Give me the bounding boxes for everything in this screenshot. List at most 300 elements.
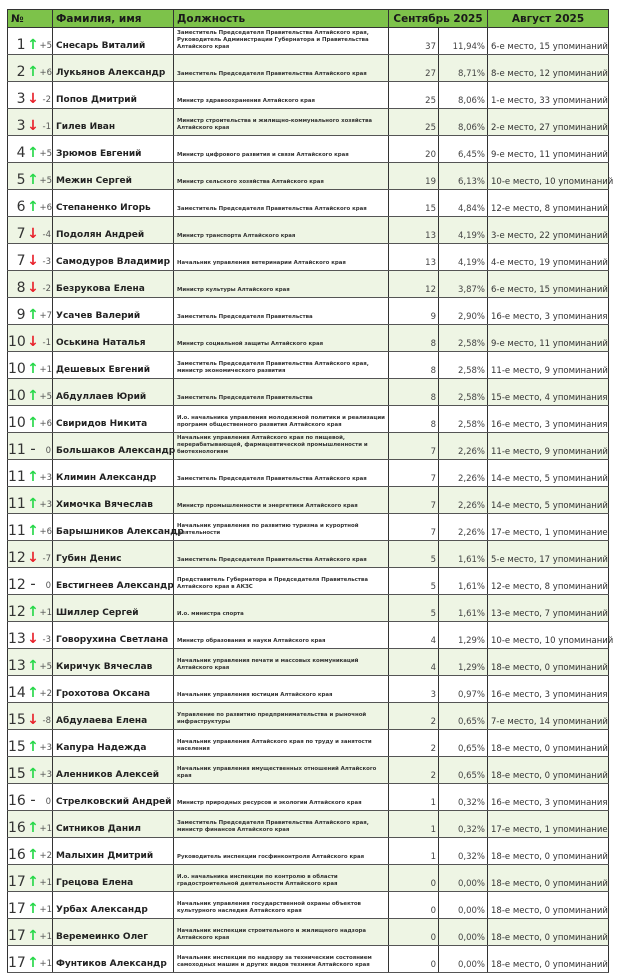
change-cell: +5: [40, 379, 53, 406]
table-row: [8, 703, 609, 730]
rank-cell: 9: [8, 298, 27, 325]
mentions-percent-cell: 0,00%: [439, 892, 488, 919]
mentions-count-cell: 37: [389, 28, 439, 55]
mentions-count-cell: 8: [389, 352, 439, 379]
table-row: [8, 352, 609, 379]
name-cell: Грецова Елена: [53, 865, 174, 892]
name-cell: Химочка Вячеслав: [53, 487, 174, 514]
arrow-down-icon: ↓: [27, 550, 39, 566]
august-cell: 6-е место, 15 упоминаний: [488, 271, 609, 298]
august-cell: 6-е место, 15 упоминаний: [488, 28, 609, 55]
table-row: [8, 946, 609, 973]
change-cell: +1: [40, 892, 53, 919]
august-cell: 18-е место, 0 упоминаний: [488, 892, 609, 919]
trend-cell: [27, 82, 40, 109]
mentions-percent-cell: 0,00%: [439, 919, 488, 946]
mentions-percent-cell: 8,71%: [439, 55, 488, 82]
table-row: [8, 622, 609, 649]
trend-cell: [27, 55, 40, 82]
mentions-percent-cell: 2,90%: [439, 298, 488, 325]
mentions-percent-cell: 2,26%: [439, 460, 488, 487]
change-cell: +6: [40, 406, 53, 433]
mentions-percent-cell: 2,58%: [439, 379, 488, 406]
august-cell: 11-е место, 9 упоминаний: [488, 352, 609, 379]
change-cell: +1: [40, 865, 53, 892]
rank-cell: 15: [8, 703, 27, 730]
change-cell: +1: [40, 811, 53, 838]
trend-cell: [27, 487, 40, 514]
mentions-percent-cell: 0,65%: [439, 730, 488, 757]
mentions-count-cell: 3: [389, 676, 439, 703]
arrow-down-icon: ↓: [27, 253, 39, 269]
trend-cell: [27, 919, 40, 946]
position-cell: И.о. начальника управления молодежной политики и реализации программ общественного развития Алтайского края: [174, 406, 389, 433]
change-cell: -1: [40, 109, 53, 136]
name-cell: Грохотова Оксана: [53, 676, 174, 703]
position-cell: Управление по развитию предпринимательства и рыночной инфраструктуры: [174, 703, 389, 730]
change-cell: +7: [40, 298, 53, 325]
august-cell: 18-е место, 0 упоминаний: [488, 649, 609, 676]
mentions-count-cell: 8: [389, 379, 439, 406]
name-cell: Большаков Александр: [53, 433, 174, 460]
mentions-count-cell: 2: [389, 703, 439, 730]
table-row: [8, 298, 609, 325]
table-row: [8, 217, 609, 244]
name-cell: Абдуллаев Юрий: [53, 379, 174, 406]
change-cell: +1: [40, 946, 53, 973]
rank-cell: 11: [8, 487, 27, 514]
table-row: [8, 190, 609, 217]
position-cell: Начальник управления Алтайского края по пищевой, перерабатывающей, фармацевтической промышленности и биотехнологиям: [174, 433, 389, 460]
august-cell: 7-е место, 14 упоминаний: [488, 703, 609, 730]
august-cell: 18-е место, 0 упоминаний: [488, 865, 609, 892]
trend-cell: [27, 217, 40, 244]
mentions-count-cell: 7: [389, 487, 439, 514]
trend-cell: [27, 811, 40, 838]
name-cell: Оськина Наталья: [53, 325, 174, 352]
table-row: [8, 541, 609, 568]
position-cell: Начальник инспекции строительного и жилищного надзора Алтайского края: [174, 919, 389, 946]
rank-cell: 16: [8, 838, 27, 865]
name-cell: Усачев Валерий: [53, 298, 174, 325]
trend-cell: [27, 757, 40, 784]
table-body: [8, 28, 614, 973]
mentions-count-cell: 7: [389, 460, 439, 487]
table-row: [8, 28, 609, 55]
table-row: [8, 514, 609, 541]
name-cell: Малыхин Дмитрий: [53, 838, 174, 865]
mentions-count-cell: 13: [389, 244, 439, 271]
trend-cell: [27, 433, 40, 460]
mentions-percent-cell: 4,84%: [439, 190, 488, 217]
change-cell: +3: [40, 460, 53, 487]
mentions-percent-cell: 2,26%: [439, 514, 488, 541]
position-cell: Заместитель Председателя Правительства Алтайского края: [174, 55, 389, 82]
ranking-table-container: [7, 9, 614, 973]
august-cell: 10-е место, 10 упоминаний: [488, 163, 609, 190]
mentions-percent-cell: 0,65%: [439, 703, 488, 730]
rank-cell: 7: [8, 244, 27, 271]
august-cell: 8-е место, 12 упоминаний: [488, 55, 609, 82]
position-cell: Руководитель инспекции госфинконтроля Алтайского края: [174, 838, 389, 865]
table-row: [8, 649, 609, 676]
arrow-down-icon: ↓: [27, 91, 39, 107]
arrow-up-icon: ↑: [27, 172, 39, 188]
arrow-up-icon: ↑: [27, 766, 39, 782]
mentions-count-cell: 4: [389, 649, 439, 676]
table-row: [8, 838, 609, 865]
mentions-percent-cell: 1,61%: [439, 541, 488, 568]
arrow-up-icon: ↑: [27, 901, 39, 917]
name-cell: Гилев Иван: [53, 109, 174, 136]
table-row: [8, 676, 609, 703]
trend-cell: [27, 730, 40, 757]
table-row: [8, 568, 609, 595]
change-cell: -2: [40, 82, 53, 109]
change-cell: +3: [40, 730, 53, 757]
change-cell: +2: [40, 838, 53, 865]
rank-cell: 15: [8, 730, 27, 757]
august-cell: 18-е место, 0 упоминаний: [488, 730, 609, 757]
mentions-percent-cell: 6,13%: [439, 163, 488, 190]
arrow-down-icon: ↓: [27, 334, 39, 350]
trend-cell: [27, 649, 40, 676]
mentions-count-cell: 2: [389, 730, 439, 757]
change-cell: +5: [40, 163, 53, 190]
name-cell: Аленников Алексей: [53, 757, 174, 784]
header-name: Фамилия, имя: [53, 10, 174, 28]
change-cell: +3: [40, 487, 53, 514]
mentions-percent-cell: 4,19%: [439, 244, 488, 271]
dash-icon: –: [30, 579, 36, 590]
mentions-count-cell: 2: [389, 757, 439, 784]
table-row: [8, 811, 609, 838]
name-cell: Самодуров Владимир: [53, 244, 174, 271]
change-cell: -8: [40, 703, 53, 730]
table-row: [8, 271, 609, 298]
arrow-up-icon: ↑: [27, 604, 39, 620]
name-cell: Шиллер Сергей: [53, 595, 174, 622]
name-cell: Безрукова Елена: [53, 271, 174, 298]
dash-icon: –: [30, 444, 36, 455]
position-cell: Министр цифрового развития и связи Алтайского края: [174, 136, 389, 163]
august-cell: 9-е место, 11 упоминаний: [488, 325, 609, 352]
change-cell: -4: [40, 217, 53, 244]
table-row: [8, 136, 609, 163]
trend-cell: [27, 946, 40, 973]
table-row: [8, 784, 609, 811]
august-cell: 12-е место, 8 упоминаний: [488, 568, 609, 595]
arrow-up-icon: ↑: [27, 685, 39, 701]
arrow-down-icon: ↓: [27, 631, 39, 647]
rank-cell: 11: [8, 433, 27, 460]
arrow-up-icon: ↑: [27, 955, 39, 971]
dash-icon: –: [30, 795, 36, 806]
name-cell: Веремеинко Олег: [53, 919, 174, 946]
mentions-percent-cell: 0,65%: [439, 757, 488, 784]
trend-cell: [27, 379, 40, 406]
arrow-up-icon: ↑: [27, 307, 39, 323]
arrow-up-icon: ↑: [27, 739, 39, 755]
arrow-up-icon: ↑: [27, 820, 39, 836]
august-cell: 16-е место, 3 упоминания: [488, 784, 609, 811]
position-cell: Министр образования и науки Алтайского края: [174, 622, 389, 649]
august-cell: 9-е место, 11 упоминаний: [488, 136, 609, 163]
name-cell: Межин Сергей: [53, 163, 174, 190]
rank-cell: 11: [8, 514, 27, 541]
rank-cell: 17: [8, 919, 27, 946]
mentions-count-cell: 1: [389, 784, 439, 811]
trend-cell: [27, 595, 40, 622]
rank-cell: 8: [8, 271, 27, 298]
mentions-count-cell: 7: [389, 514, 439, 541]
position-cell: Начальник управления печати и массовых коммуникаций Алтайского края: [174, 649, 389, 676]
rank-cell: 6: [8, 190, 27, 217]
position-cell: Начальник инспекции по надзору за техническим состоянием самоходных машин и других видов техники Алтайского края: [174, 946, 389, 973]
august-cell: 18-е место, 0 упоминаний: [488, 757, 609, 784]
rank-cell: 12: [8, 568, 27, 595]
table-row: [8, 460, 609, 487]
mentions-percent-cell: 2,26%: [439, 487, 488, 514]
trend-cell: [27, 514, 40, 541]
change-cell: +5: [40, 28, 53, 55]
table-row: [8, 55, 609, 82]
august-cell: 16-е место, 3 упоминания: [488, 676, 609, 703]
august-cell: 1-е место, 33 упоминаний: [488, 82, 609, 109]
mentions-count-cell: 4: [389, 622, 439, 649]
rank-cell: 10: [8, 325, 27, 352]
mentions-count-cell: 5: [389, 595, 439, 622]
trend-cell: [27, 244, 40, 271]
table-row: [8, 109, 609, 136]
mentions-count-cell: 25: [389, 109, 439, 136]
change-cell: +1: [40, 919, 53, 946]
mentions-percent-cell: 2,58%: [439, 325, 488, 352]
arrow-down-icon: ↓: [27, 226, 39, 242]
august-cell: 11-е место, 9 упоминаний: [488, 433, 609, 460]
trend-cell: [27, 892, 40, 919]
august-cell: 3-е место, 22 упоминаний: [488, 217, 609, 244]
rank-cell: 16: [8, 784, 27, 811]
change-cell: +2: [40, 676, 53, 703]
rank-cell: 16: [8, 811, 27, 838]
august-cell: 16-е место, 3 упоминания: [488, 298, 609, 325]
position-cell: Начальник управления Алтайского края по труду и занятости населения: [174, 730, 389, 757]
position-cell: Начальник управления ветеринарии Алтайского края: [174, 244, 389, 271]
mentions-percent-cell: 11,94%: [439, 28, 488, 55]
position-cell: Заместитель Председателя Правительства Алтайского края, Руководитель Администрации Губернатора и Правительства Алтайского края: [174, 28, 389, 55]
rank-cell: 10: [8, 379, 27, 406]
mentions-percent-cell: 0,32%: [439, 811, 488, 838]
arrow-up-icon: ↑: [27, 523, 39, 539]
rank-cell: 12: [8, 595, 27, 622]
mentions-percent-cell: 1,29%: [439, 649, 488, 676]
name-cell: Ситников Данил: [53, 811, 174, 838]
mentions-count-cell: 20: [389, 136, 439, 163]
august-cell: 16-е место, 3 упоминания: [488, 406, 609, 433]
trend-cell: [27, 352, 40, 379]
rank-cell: 14: [8, 676, 27, 703]
trend-cell: [27, 406, 40, 433]
rank-cell: 3: [8, 82, 27, 109]
position-cell: Начальник управления юстиции Алтайского края: [174, 676, 389, 703]
mentions-percent-cell: 2,58%: [439, 352, 488, 379]
ranking-table: [7, 9, 614, 973]
table-row: [8, 487, 609, 514]
name-cell: Урбах Александр: [53, 892, 174, 919]
trend-cell: [27, 541, 40, 568]
rank-cell: 7: [8, 217, 27, 244]
august-cell: 5-е место, 17 упоминаний: [488, 541, 609, 568]
name-cell: Стрелковский Андрей: [53, 784, 174, 811]
change-cell: 0: [40, 433, 53, 460]
change-cell: -3: [40, 244, 53, 271]
mentions-count-cell: 1: [389, 811, 439, 838]
table-row: [8, 244, 609, 271]
mentions-percent-cell: 0,00%: [439, 865, 488, 892]
position-cell: Министр природных ресурсов и экологии Алтайского края: [174, 784, 389, 811]
position-cell: И.о. министра спорта: [174, 595, 389, 622]
arrow-up-icon: ↑: [27, 361, 39, 377]
position-cell: Начальник управления по развитию туризма и курортной деятельности: [174, 514, 389, 541]
header-num: №: [8, 10, 53, 28]
trend-cell: [27, 190, 40, 217]
mentions-count-cell: 5: [389, 541, 439, 568]
arrow-up-icon: ↑: [27, 847, 39, 863]
rank-cell: 10: [8, 352, 27, 379]
arrow-up-icon: ↑: [27, 37, 39, 53]
name-cell: Фунтиков Александр: [53, 946, 174, 973]
table-row: [8, 595, 609, 622]
rank-cell: 11: [8, 460, 27, 487]
rank-cell: 17: [8, 892, 27, 919]
header-position: Должность: [174, 10, 389, 28]
arrow-down-icon: ↓: [27, 280, 39, 296]
mentions-count-cell: 12: [389, 271, 439, 298]
august-cell: 13-е место, 7 упоминаний: [488, 595, 609, 622]
position-cell: Заместитель Председателя Правительства Алтайского края: [174, 190, 389, 217]
position-cell: Министр строительства и жилищно-коммунального хозяйства Алтайского края: [174, 109, 389, 136]
august-cell: 2-е место, 27 упоминаний: [488, 109, 609, 136]
position-cell: Министр социальной защиты Алтайского края: [174, 325, 389, 352]
trend-cell: [27, 568, 40, 595]
mentions-percent-cell: 8,06%: [439, 109, 488, 136]
trend-cell: [27, 865, 40, 892]
position-cell: Министр сельского хозяйства Алтайского края: [174, 163, 389, 190]
arrow-up-icon: ↑: [27, 496, 39, 512]
change-cell: +1: [40, 352, 53, 379]
name-cell: Климин Александр: [53, 460, 174, 487]
mentions-count-cell: 0: [389, 919, 439, 946]
change-cell: +5: [40, 649, 53, 676]
table-row: [8, 865, 609, 892]
header-august: Август 2025: [488, 10, 609, 28]
name-cell: Свиридов Никита: [53, 406, 174, 433]
name-cell: Говорухина Светлана: [53, 622, 174, 649]
august-cell: 17-е место, 1 упоминание: [488, 811, 609, 838]
mentions-percent-cell: 2,26%: [439, 433, 488, 460]
table-row: [8, 406, 609, 433]
mentions-count-cell: 27: [389, 55, 439, 82]
rank-cell: 12: [8, 541, 27, 568]
mentions-count-cell: 8: [389, 406, 439, 433]
mentions-count-cell: 1: [389, 838, 439, 865]
change-cell: +1: [40, 595, 53, 622]
august-cell: 12-е место, 8 упоминаний: [488, 190, 609, 217]
mentions-percent-cell: 2,58%: [439, 406, 488, 433]
arrow-down-icon: ↓: [27, 118, 39, 134]
trend-cell: [27, 271, 40, 298]
august-cell: 14-е место, 5 упоминаний: [488, 460, 609, 487]
position-cell: Заместитель Председателя Правительства Алтайского края: [174, 541, 389, 568]
mentions-percent-cell: 4,19%: [439, 217, 488, 244]
position-cell: Министр культуры Алтайского края: [174, 271, 389, 298]
name-cell: Зрюмов Евгений: [53, 136, 174, 163]
change-cell: +5: [40, 136, 53, 163]
august-cell: 10-е место, 10 упоминаний: [488, 622, 609, 649]
rank-cell: 1: [8, 28, 27, 55]
rank-cell: 10: [8, 406, 27, 433]
change-cell: -7: [40, 541, 53, 568]
change-cell: +6: [40, 514, 53, 541]
mentions-percent-cell: 0,32%: [439, 838, 488, 865]
trend-cell: [27, 460, 40, 487]
trend-cell: [27, 298, 40, 325]
name-cell: Губин Денис: [53, 541, 174, 568]
mentions-percent-cell: 1,61%: [439, 595, 488, 622]
position-cell: Заместитель Председателя Правительства Алтайского края, министр финансов Алтайского края: [174, 811, 389, 838]
arrow-up-icon: ↑: [27, 415, 39, 431]
trend-cell: [27, 784, 40, 811]
name-cell: Капура Надежда: [53, 730, 174, 757]
table-header-row: [8, 10, 609, 28]
arrow-up-icon: ↑: [27, 928, 39, 944]
arrow-up-icon: ↑: [27, 469, 39, 485]
table-row: [8, 892, 609, 919]
rank-cell: 17: [8, 865, 27, 892]
change-cell: 0: [40, 784, 53, 811]
trend-cell: [27, 163, 40, 190]
mentions-percent-cell: 0,00%: [439, 946, 488, 973]
position-cell: Начальник управления государственной охраны объектов культурного наследия Алтайского края: [174, 892, 389, 919]
rank-cell: 2: [8, 55, 27, 82]
change-cell: +6: [40, 190, 53, 217]
mentions-count-cell: 8: [389, 325, 439, 352]
rank-cell: 3: [8, 109, 27, 136]
arrow-up-icon: ↑: [27, 874, 39, 890]
name-cell: Киричук Вячеслав: [53, 649, 174, 676]
trend-cell: [27, 136, 40, 163]
rank-cell: 17: [8, 946, 27, 973]
mentions-count-cell: 5: [389, 568, 439, 595]
trend-cell: [27, 676, 40, 703]
position-cell: Заместитель Председателя Правительства Алтайского края, министр экономического развития: [174, 352, 389, 379]
table-row: [8, 82, 609, 109]
position-cell: Министр промышленности и энергетики Алтайского края: [174, 487, 389, 514]
arrow-up-icon: ↑: [27, 145, 39, 161]
position-cell: Заместитель Председателя Правительства Алтайского края: [174, 460, 389, 487]
mentions-count-cell: 0: [389, 865, 439, 892]
change-cell: +6: [40, 55, 53, 82]
change-cell: +3: [40, 757, 53, 784]
trend-cell: [27, 838, 40, 865]
arrow-up-icon: ↑: [27, 199, 39, 215]
position-cell: Министр здравоохранения Алтайского края: [174, 82, 389, 109]
name-cell: Дешевых Евгений: [53, 352, 174, 379]
rank-cell: 13: [8, 649, 27, 676]
mentions-count-cell: 15: [389, 190, 439, 217]
rank-cell: 5: [8, 163, 27, 190]
